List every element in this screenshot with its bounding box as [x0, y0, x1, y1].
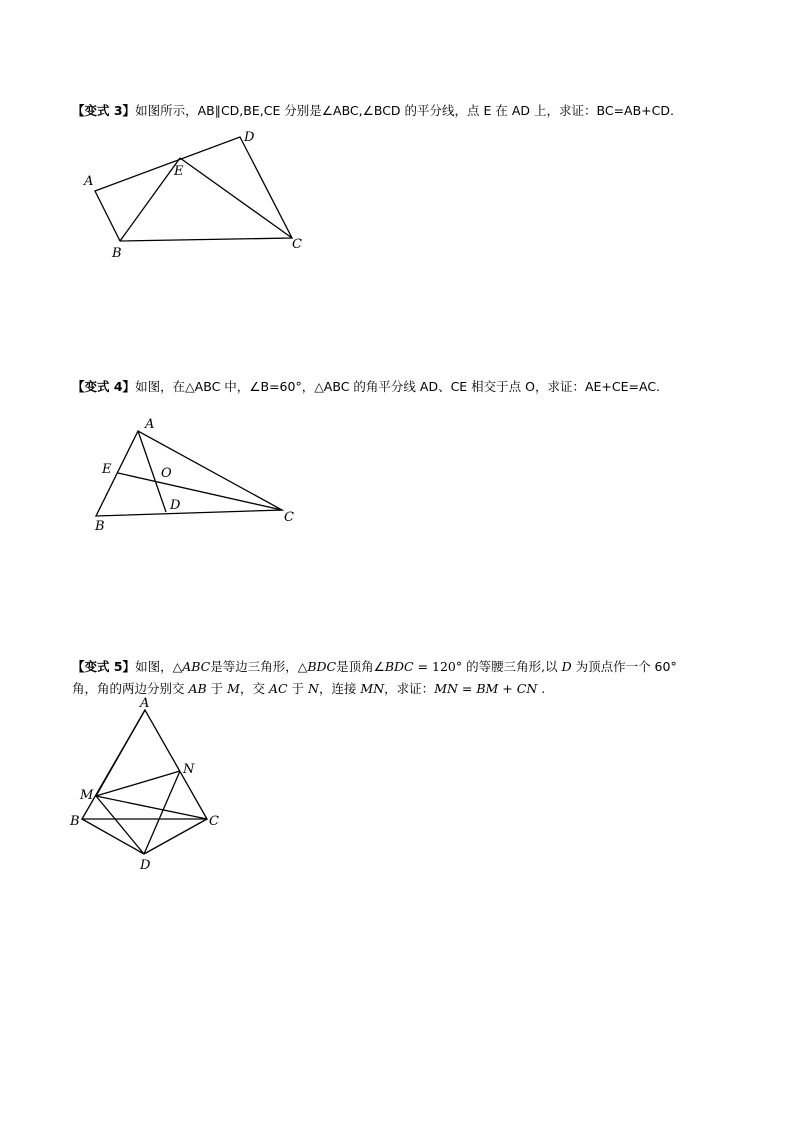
label-d: D [140, 858, 151, 873]
problem-5-tag: 【变式 5】 [72, 659, 136, 674]
math-mn: MN [360, 681, 385, 696]
text-run: 于 [287, 681, 308, 696]
label-b: B [112, 246, 122, 261]
label-b: B [70, 814, 80, 829]
label-c: C [284, 510, 294, 525]
problem-3-tag: 【变式 3】 [72, 103, 136, 118]
math-bdc-angle: BDC [384, 659, 414, 674]
text-run: . [537, 681, 546, 696]
math-d: D [561, 659, 572, 674]
label-d: D [170, 498, 181, 513]
math-bdc: BDC [307, 659, 337, 674]
label-m: M [80, 788, 94, 803]
label-a: A [145, 417, 155, 432]
label-a: A [140, 696, 150, 711]
label-e: E [174, 164, 184, 179]
math-n: N [308, 681, 319, 696]
text-run: 于 [206, 681, 228, 696]
math-m: M [227, 681, 240, 696]
text-run: 是等边三角形，△ [210, 659, 308, 674]
segment-cd [144, 819, 207, 854]
label-c: C [209, 814, 219, 829]
label-d: D [244, 130, 255, 145]
text-run: ，连接 [318, 681, 361, 696]
label-o: O [161, 466, 172, 481]
problem-3-text: 如图所示，AB∥CD,BE,CE 分别是∠ABC,∠BCD 的平分线，点 E 在 AD 上，求证：BC=AB+CD. [135, 103, 674, 118]
math-equation: MN = BM + CN [434, 681, 538, 696]
text-run: ，交 [239, 681, 269, 696]
label-b: B [95, 519, 105, 534]
text-run: 角，角的两边分别交 [72, 681, 189, 696]
text-run: 如图，△ [135, 659, 183, 674]
label-c: C [292, 237, 302, 252]
label-n: N [183, 762, 195, 777]
text-run: ，求证： [384, 681, 435, 696]
segment-bd [82, 819, 144, 854]
text-run: 为顶点作一个 60° [571, 659, 677, 674]
label-a: A [84, 174, 94, 189]
problem-4-text: 如图，在△ABC 中，∠B=60°，△ABC 的角平分线 AD、CE 相交于点 O，求证：AE+CE=AC. [135, 379, 661, 394]
text-run: 是顶角∠ [336, 659, 385, 674]
math-abc: ABC [182, 659, 211, 674]
math-ac: AC [268, 681, 288, 696]
text-run: = 120° 的等腰三角形,以 [413, 659, 562, 674]
problem-4-tag: 【变式 4】 [72, 379, 136, 394]
label-e: E [102, 462, 112, 477]
math-ab: AB [188, 681, 207, 696]
